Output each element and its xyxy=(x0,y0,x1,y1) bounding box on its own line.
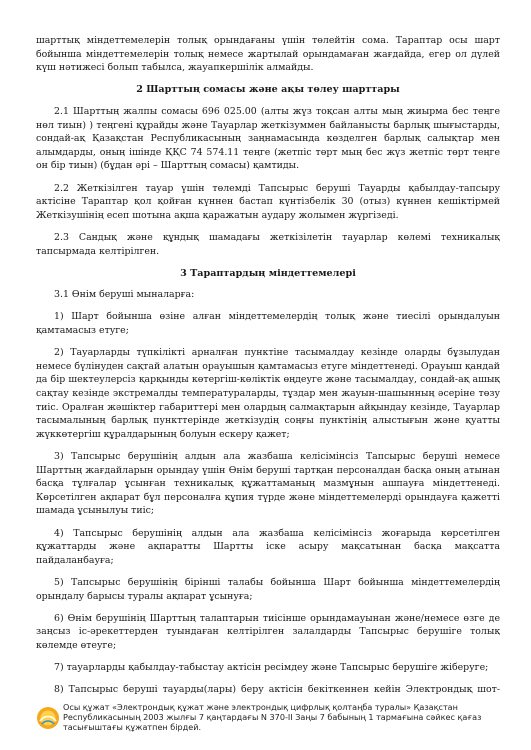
legal-note: Осы құжат «Электрондық құжат және электрондық цифрлық қолтаңба туралы» Қазақстан Республикасының 2003 жылғы 7 қаңтардағы N 370-II Заңы 7 бабының 1 тармағына сәйкес қағаз тасығыштағы құжатпен бірдей. xyxy=(63,702,482,732)
paragraph-intro: шарттық міндеттемелерін толық орындағаны үшін төлейтін сома. Тараптар осы шарт бойынша міндеттемелерін толық немесе жартылай орындамаған жағдайда, егер ол дүлей күш нәтижесі болып табылса, жауапкершілік алмайды. xyxy=(36,35,500,74)
list-item-3: 3) Тапсырыс берушінің алдын ала жазбаша келісімінсіз Тапсырыс беруші немесе Шарттың жағдайларын орындау үшін Өнім беруші тартқан персоналдан басқа оның атынан басқа тұлғалар ұсынған техникалық құжаттаманың мазмұнын ашпауға міндеттенеді. Көрсетілген ақпарат бұл персоналға құпия түрде және міндеттемелерді орындауға қажетті шамада ұсынылуы тиіс; xyxy=(36,451,500,517)
list-item-6: 6) Өнім берушінің Шарттың талаптарын тиісінше орындамауынан және/немесе өзге де заңсыз іс-әрекеттерден туындаған келтірілген залалдарды Тапсырыс берушіге толық көлемде өтеуге; xyxy=(36,612,500,651)
list-item-5: 5) Тапсырыс берушінің бірінші талабы бойынша Шарт бойынша міндеттемелердің орындалу барысы туралы ақпарат ұсынуға; xyxy=(36,576,500,602)
section-3-heading: 3 Тараптардың міндеттемелері xyxy=(180,267,356,279)
section-2-heading: 2 Шарттың сомасы және ақы төлеу шарттары xyxy=(136,84,400,96)
list-item-8: 8) Тапсырыс беруші тауарды(лары) беру актісін бекіткеннен кейін Электрондық шот- xyxy=(54,684,500,696)
list-item-1: 1) Шарт бойынша өзіне алған міндеттемелердің толық және тиесілі орындалуын қамтамасыз етуге; xyxy=(36,311,500,337)
list-item-4: 4) Тапсырыс берушінің алдын ала жазбаша келісімінсіз жоғарыда көрсетілген құжаттарды және ақпаратты Шартты іске асыру мақсатынан басқа мақсатта пайдаланбауға; xyxy=(36,527,500,566)
paragraph-2-2: 2.2 Жеткізілген тауар үшін төлемді Тапсырыс беруші Тауарды қабылдау-тапсыру актісіне Тараптар қол қойған күннен бастап күнтізбелік 30 (отыз) күннен кешіктірмей Жеткізушінің есеп шотына ақша қаражатын аудару жолымен жүргізеді. xyxy=(36,182,500,221)
paragraph-2-1: 2.1 Шарттың жалпы сомасы 696 025.00 (алты жүз тоқсан алты мың жиырма бес теңге нөл тиын) ) теңгені құрайды және Тауарлар жеткізуммен байланысты барлық шығыстарды, сондай-ақ Қазақстан Республикасының заңнамасында көзделген барлық салықтар мен алымдарды, оның ішінде ҚҚС 74 574.11 теңге (жетпіс төрт мың бес жүз жетпіс төрт теңге он бір тиын) (бұдан әрі – Шарттың сомасы) қамтиды. xyxy=(36,105,500,172)
list-item-2: 2) Тауарларды түпкілікті арналған пунктіне тасымалдау кезінде оларды бұзылудан немесе бүлінуден сақтай алатын орауышын қамтамасыз етуге міндеттенеді. Орауыш қандай да бір шектеулерсіз қарқынды көтергіш-көліктік өңдеуге және тасымалдау, сондай-ақ ашық сақтау кезінде экстремалды температураларды, тұздар мен жауын-шашынның әсеріне төзу тиіс. Оралған жәшіктер габариттері мен олардың салмақтарын айқындау кезінде, Тауарлар тасымалының барлық пункттерінде жеткізудің соңғы пунктінің алыстығын және қуатты жүккөтергіш құралдарының болуын ескеру қажет; xyxy=(36,347,500,440)
list-item-7: 7) тауарларды қабылдау-табыстау актісін ресімдеу және Тапсырыс берушіге жіберуге; xyxy=(54,662,489,674)
paragraph-2-3: 2.3 Сандық және құндық шамадағы жеткізілетін тауарлар көлемі техникалық тапсырмада келтірілген. xyxy=(36,231,500,257)
e-gov-seal-icon xyxy=(36,706,60,730)
document-page xyxy=(36,34,500,699)
paragraph-3-1: 3.1 Өнім беруші мыналарға: xyxy=(54,289,195,301)
document-footer xyxy=(36,702,500,746)
